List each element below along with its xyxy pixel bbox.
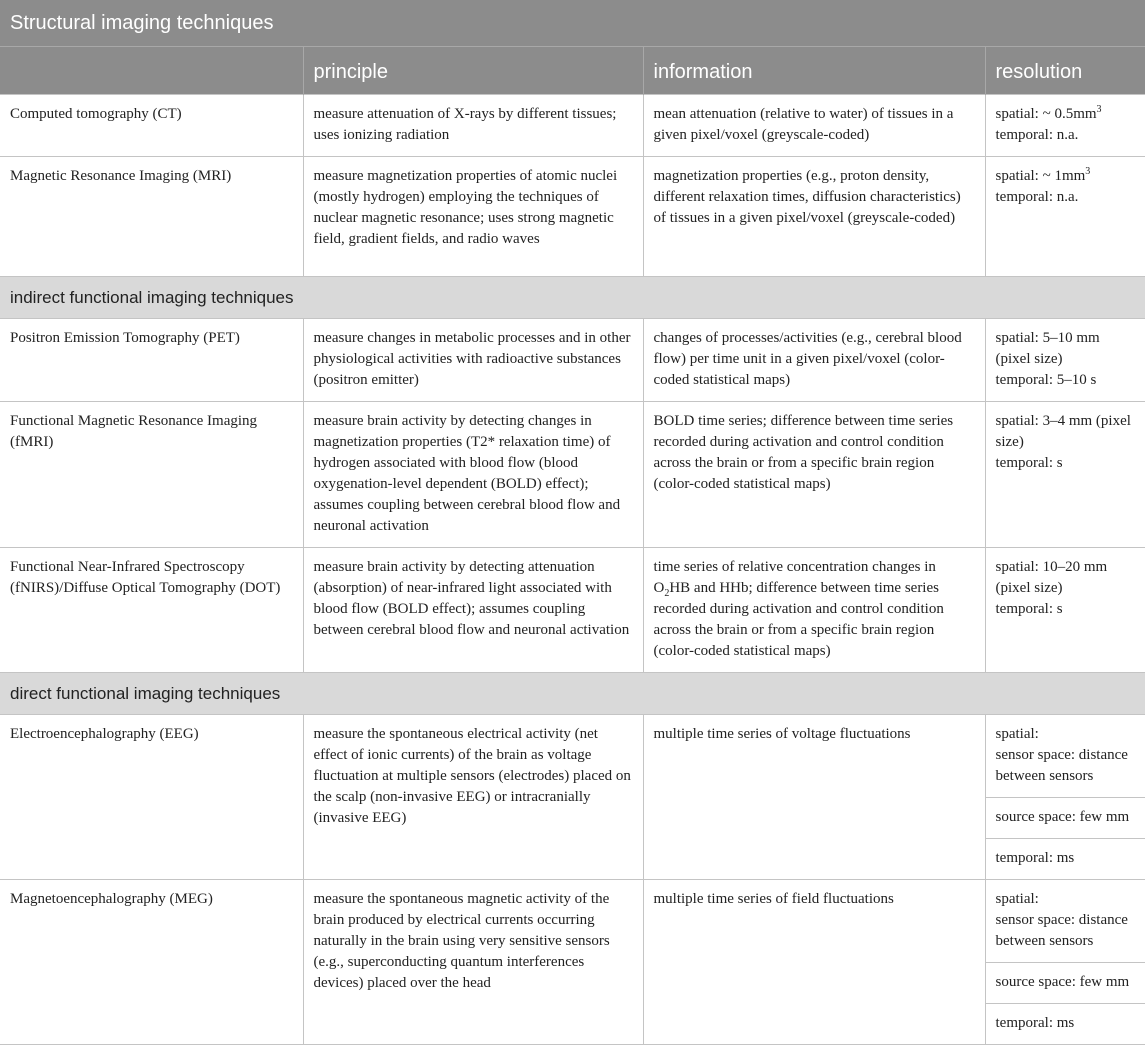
resolution-cell xyxy=(985,319,1145,402)
table-row-mri xyxy=(0,157,1145,277)
table-row-eeg xyxy=(0,715,1145,880)
column-header-row xyxy=(0,47,1145,95)
resolution-spatial: spatial: 10–20 mm (pixel size) xyxy=(996,557,1136,599)
resolution-cell xyxy=(985,880,1145,1045)
resolution-cell xyxy=(985,157,1145,277)
resolution-spatial-sensor: spatial: sensor space: distance between sensors xyxy=(986,880,1145,963)
table-title: Structural imaging techniques xyxy=(0,0,1145,47)
principle-cell: measure the spontaneous electrical activity (net effect of ionic currents) of the brain as voltage fluctuation at multiple sensors (electrodes) placed on the scalp (non-invasive EEG) or intracranially (invasive EEG) xyxy=(303,715,643,880)
technique-cell: Positron Emission Tomography (PET) xyxy=(0,319,303,402)
table-row-ct xyxy=(0,95,1145,157)
principle-cell: measure magnetization properties of atomic nuclei (mostly hydrogen) employing the techniques of nuclear magnetic resonance; uses strong magnetic field, gradient fields, and radio waves xyxy=(303,157,643,277)
technique-cell: Electroencephalography (EEG) xyxy=(0,715,303,880)
information-cell: time series of relative concentration changes in $O_2HB$ and HHb; difference between time series recorded during activation and control condition across the brain or from a specific brain region (color-coded statistical maps) xyxy=(643,548,985,673)
resolution-cell xyxy=(985,402,1145,548)
resolution-cell xyxy=(985,548,1145,673)
header-resolution: resolution xyxy=(985,47,1145,95)
resolution-spatial: spatial: ~ $0.5mm^3$ xyxy=(996,104,1136,125)
information-cell: multiple time series of field fluctuations xyxy=(643,880,985,1045)
table-row-meg xyxy=(0,880,1145,1045)
resolution-cell xyxy=(985,95,1145,157)
resolution-spatial: spatial: 3–4 mm (pixel size) xyxy=(996,411,1136,453)
section-title: indirect functional imaging techniques xyxy=(0,277,1145,319)
principle-cell: measure brain activity by detecting changes in magnetization properties (T2* relaxation time) of hydrogen associated with blood flow (blood oxygenation-level dependent (BOLD) effect); assumes coupling between cerebral blood flow and neuronal activation xyxy=(303,402,643,548)
header-technique xyxy=(0,47,303,95)
technique-cell: Magnetoencephalography (MEG) xyxy=(0,880,303,1045)
technique-cell: Functional Magnetic Resonance Imaging (fMRI) xyxy=(0,402,303,548)
resolution-temporal: temporal: s xyxy=(996,599,1136,620)
information-cell: mean attenuation (relative to water) of tissues in a given pixel/voxel (greyscale-coded) xyxy=(643,95,985,157)
resolution-temporal: temporal: ms xyxy=(986,839,1145,879)
principle-cell: measure the spontaneous magnetic activity of the brain produced by electrical currents occurring naturally in the brain using very sensitive sensors (e.g., superconducting quantum interferences devices) placed over the head xyxy=(303,880,643,1045)
resolution-spatial: spatial: ~ $1mm^3$ xyxy=(996,166,1136,187)
table-row-pet xyxy=(0,319,1145,402)
resolution-temporal: temporal: s xyxy=(996,453,1136,474)
section-row-indirect xyxy=(0,277,1145,319)
technique-cell: Magnetic Resonance Imaging (MRI) xyxy=(0,157,303,277)
resolution-temporal: temporal: 5–10 s xyxy=(996,370,1136,391)
resolution-source: source space: few mm xyxy=(986,963,1145,1004)
principle-cell: measure attenuation of X-rays by different tissues; uses ionizing radiation xyxy=(303,95,643,157)
table-row-fnirs xyxy=(0,548,1145,673)
resolution-spatial: spatial: 5–10 mm (pixel size) xyxy=(996,328,1136,370)
section-row-direct xyxy=(0,673,1145,715)
resolution-temporal: temporal: n.a. xyxy=(996,187,1136,208)
information-cell: changes of processes/activities (e.g., cerebral blood flow) per time unit in a given pixel/voxel (color-coded statistical maps) xyxy=(643,319,985,402)
table-row-fmri xyxy=(0,402,1145,548)
technique-cell: Functional Near-Infrared Spectroscopy (fNIRS)/Diffuse Optical Tomography (DOT) xyxy=(0,548,303,673)
section-title: direct functional imaging techniques xyxy=(0,673,1145,715)
resolution-cell xyxy=(985,715,1145,880)
technique-cell: Computed tomography (CT) xyxy=(0,95,303,157)
principle-cell: measure brain activity by detecting attenuation (absorption) of near-infrared light associated with blood flow (BOLD effect); assumes coupling between cerebral blood flow and neuronal activation xyxy=(303,548,643,673)
principle-cell: measure changes in metabolic processes and in other physiological activities with radioactive substances (positron emitter) xyxy=(303,319,643,402)
resolution-spatial-sensor: spatial: sensor space: distance between sensors xyxy=(986,715,1145,798)
resolution-source: source space: few mm xyxy=(986,798,1145,839)
header-principle: principle xyxy=(303,47,643,95)
resolution-temporal: temporal: ms xyxy=(986,1004,1145,1044)
information-cell: multiple time series of voltage fluctuations xyxy=(643,715,985,880)
information-cell: magnetization properties (e.g., proton density, different relaxation times, diffusion characteristics) of tissues in a given pixel/voxel (greyscale-coded) xyxy=(643,157,985,277)
table-title-row xyxy=(0,0,1145,47)
header-information: information xyxy=(643,47,985,95)
information-cell: BOLD time series; difference between time series recorded during activation and control condition across the brain or from a specific brain region (color-coded statistical maps) xyxy=(643,402,985,548)
resolution-temporal: temporal: n.a. xyxy=(996,125,1136,146)
